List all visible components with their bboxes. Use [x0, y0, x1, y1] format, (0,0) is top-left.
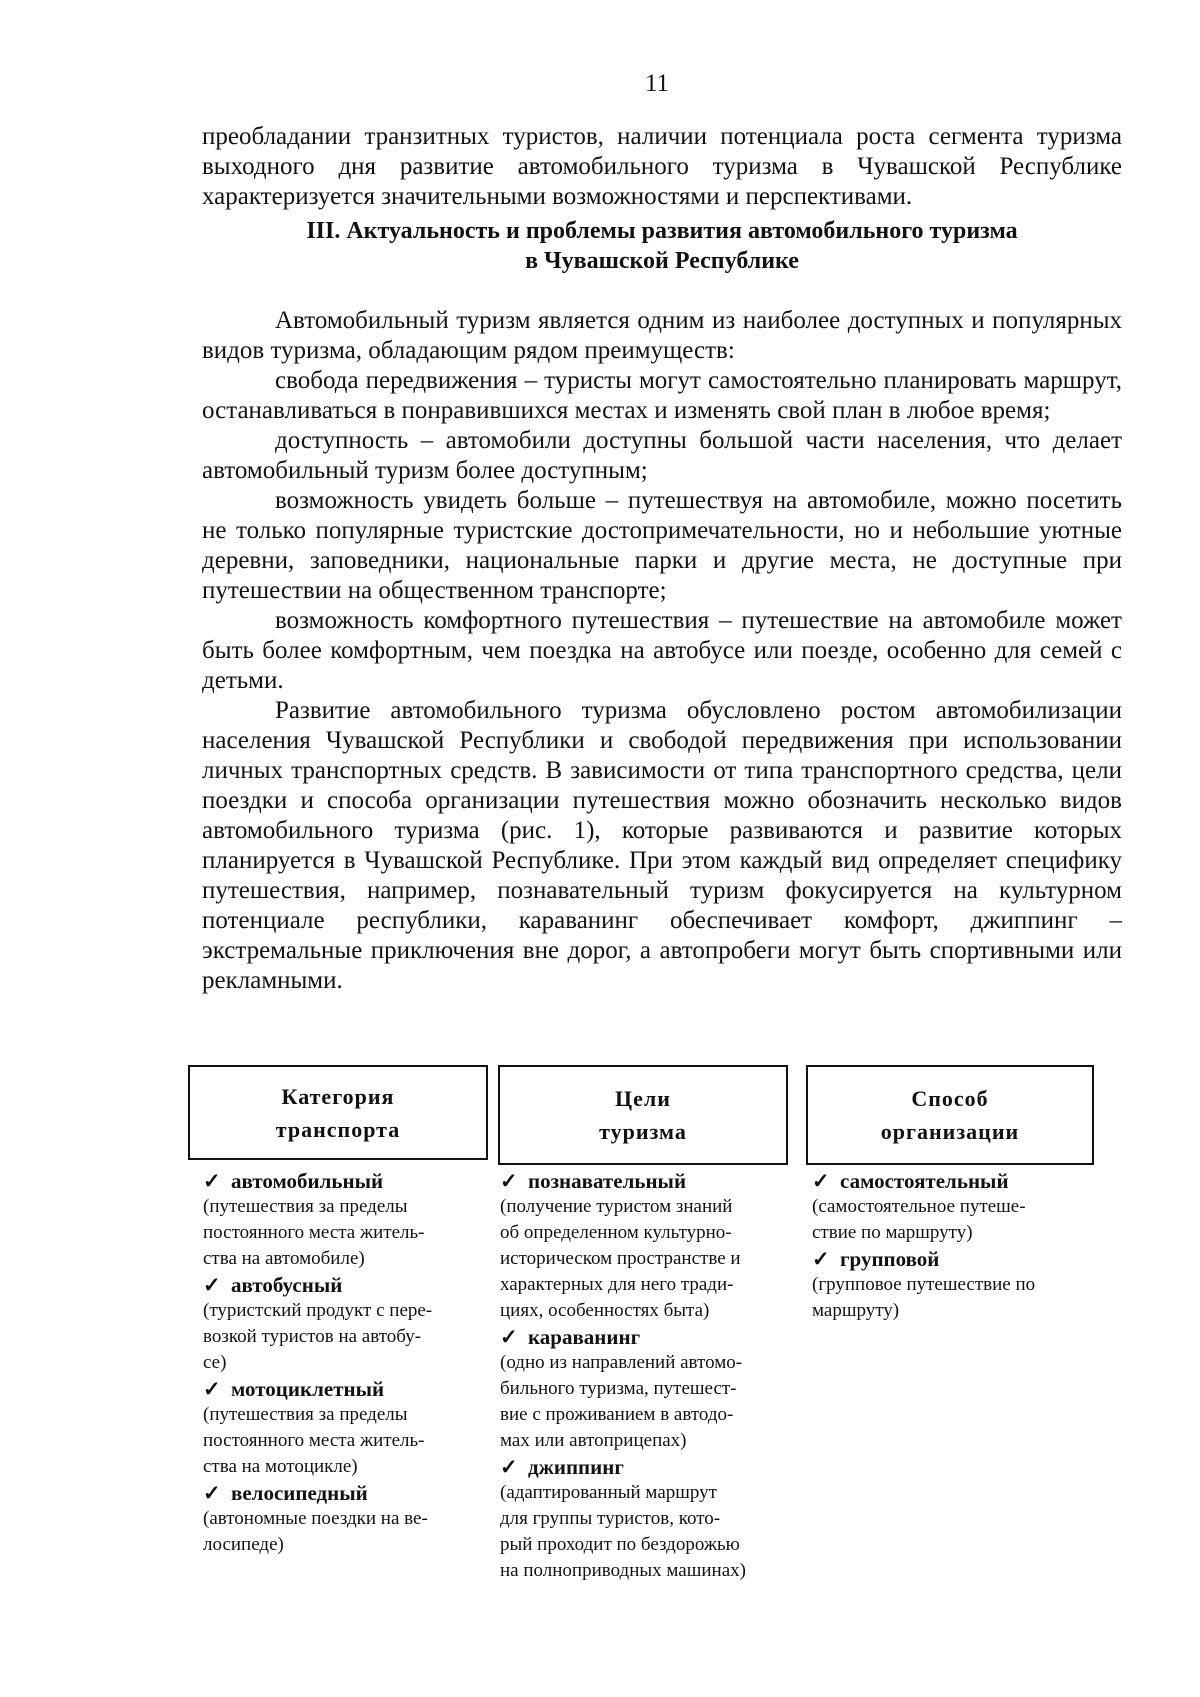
paragraph-2: свобода передвижения – туристы могут самостоятельно планировать маршрут, останавливаться в понравившихся местах и изменять свой план в любое время; — [202, 367, 1122, 424]
box-transport-category-line2: транспорта — [275, 1116, 401, 1142]
check-icon: ✓ — [203, 1481, 221, 1505]
box-tourism-goals-line1: Цели — [615, 1086, 671, 1111]
list-item-title: ✓ мотоциклетный — [203, 1377, 385, 1401]
paragraph-1: Автомобильный туризм является одним из наиболее доступных и популярных видов туризма, обладающим рядом преимуществ: — [202, 307, 1122, 364]
check-icon: ✓ — [500, 1455, 518, 1479]
list-item-title: ✓ велосипедный — [203, 1481, 368, 1505]
list-item-desc: (получение туристом знаний об определенном культурно- историческом пространстве и характерных для него тради- циях, особенностях быта) — [500, 1196, 741, 1321]
list-item-title: ✓ познавательный — [500, 1169, 687, 1193]
box-organization-method-line2: организации — [880, 1119, 1020, 1144]
box-organization-method — [806, 1065, 1094, 1165]
list-item-desc: (одно из направлений автомо- бильного туризма, путешест- вие с проживанием в автодо- мах или автоприцепах) — [500, 1352, 743, 1451]
column-organization-method — [812, 1168, 1102, 1324]
list-item-desc: (путешествия за пределы постоянного места житель- ства на мотоцикле) — [203, 1404, 425, 1477]
check-icon: ✓ — [812, 1169, 830, 1193]
box-transport-category-line1: Категория — [281, 1083, 395, 1109]
box-tourism-goals — [498, 1065, 788, 1165]
column-tourism-goals — [500, 1168, 800, 1584]
section-heading-line2: в Чувашской Республике — [525, 248, 799, 274]
box-transport-category — [188, 1065, 488, 1160]
list-item-title: ✓ автомобильный — [203, 1169, 384, 1193]
paragraph-4: возможность увидеть больше – путешествуя на автомобиле, можно посетить не только популярные туристские достопримечательности, но и небольшие уютные деревни, заповедники, национальные парки и другие места, не доступные при путешествии на общественном транспорте; — [202, 487, 1122, 604]
check-icon: ✓ — [500, 1325, 518, 1349]
section-heading-line1: III. Актуальность и проблемы развития автомобильного туризма — [306, 218, 1018, 244]
list-item-title: ✓ автобусный — [203, 1273, 343, 1297]
box-organization-method-line1: Способ — [911, 1086, 989, 1111]
paragraph-6: Развитие автомобильного туризма обусловлено ростом автомобилизации населения Чувашской Республики и свободой передвижения при использовании личных транспортных средств. В зависимости от типа транспортного средства, цели поездки и способа организации путешествия можно обозначить несколько видов автомобильного туризма (рис. 1), которые развиваются и развитие которых планируется в Чувашской Республике. При этом каждый вид определяет специфику путешествия, например, познавательный туризм фокусируется на культурном потенциале республики, караванинг обеспечивает комфорт, джиппинг – экстремальные приключения вне дорог, а автопробеги могут быть спортивными или рекламными. — [202, 697, 1122, 994]
body-text — [202, 306, 1122, 996]
check-icon: ✓ — [812, 1247, 830, 1271]
paragraph-5: возможность комфортного путешествия – путешествие на автомобиле может быть более комфортным, чем поездка на автобусе или поезде, особенно для семей с детьми. — [202, 607, 1122, 694]
list-item-desc: (адаптированный маршрут для группы туристов, кото- рый проходит по бездорожью на полноприводных машинах) — [500, 1482, 746, 1581]
list-item-desc: (автономные поездки на ве- лосипеде) — [203, 1508, 428, 1555]
list-item-desc: (путешествия за пределы постоянного места житель- ства на автомобиле) — [203, 1196, 425, 1269]
list-item-title: ✓ групповой — [812, 1247, 940, 1271]
section-heading — [202, 216, 1122, 276]
list-item-title: ✓ самостоятельный — [812, 1169, 1009, 1193]
list-item-title: ✓ джиппинг — [500, 1455, 624, 1479]
check-icon: ✓ — [203, 1169, 221, 1193]
list-item-desc: (самостоятельное путеше- ствие по маршруту) — [812, 1196, 1026, 1243]
list-item-desc: (туристский продукт с пере- возкой туристов на автобу- се) — [203, 1300, 433, 1373]
list-item-desc: (групповое путешествие по маршруту) — [812, 1274, 1036, 1321]
check-icon: ✓ — [203, 1273, 221, 1297]
check-icon: ✓ — [500, 1169, 518, 1193]
check-icon: ✓ — [203, 1377, 221, 1401]
list-item-title: ✓ караванинг — [500, 1325, 641, 1349]
paragraph-3: доступность – автомобили доступны большой части населения, что делает автомобильный туризм более доступным; — [202, 427, 1122, 484]
box-tourism-goals-line2: туризма — [599, 1119, 687, 1144]
column-transport-category — [203, 1168, 488, 1558]
intro-paragraph-block — [202, 122, 1122, 212]
intro-paragraph: преобладании транзитных туристов, наличии потенциала роста сегмента туризма выходного дня развитие автомобильного туризма в Чувашской Республике характеризуется значительными возможностями и перспективами. — [202, 123, 1122, 210]
page-number: 11 — [644, 70, 670, 97]
